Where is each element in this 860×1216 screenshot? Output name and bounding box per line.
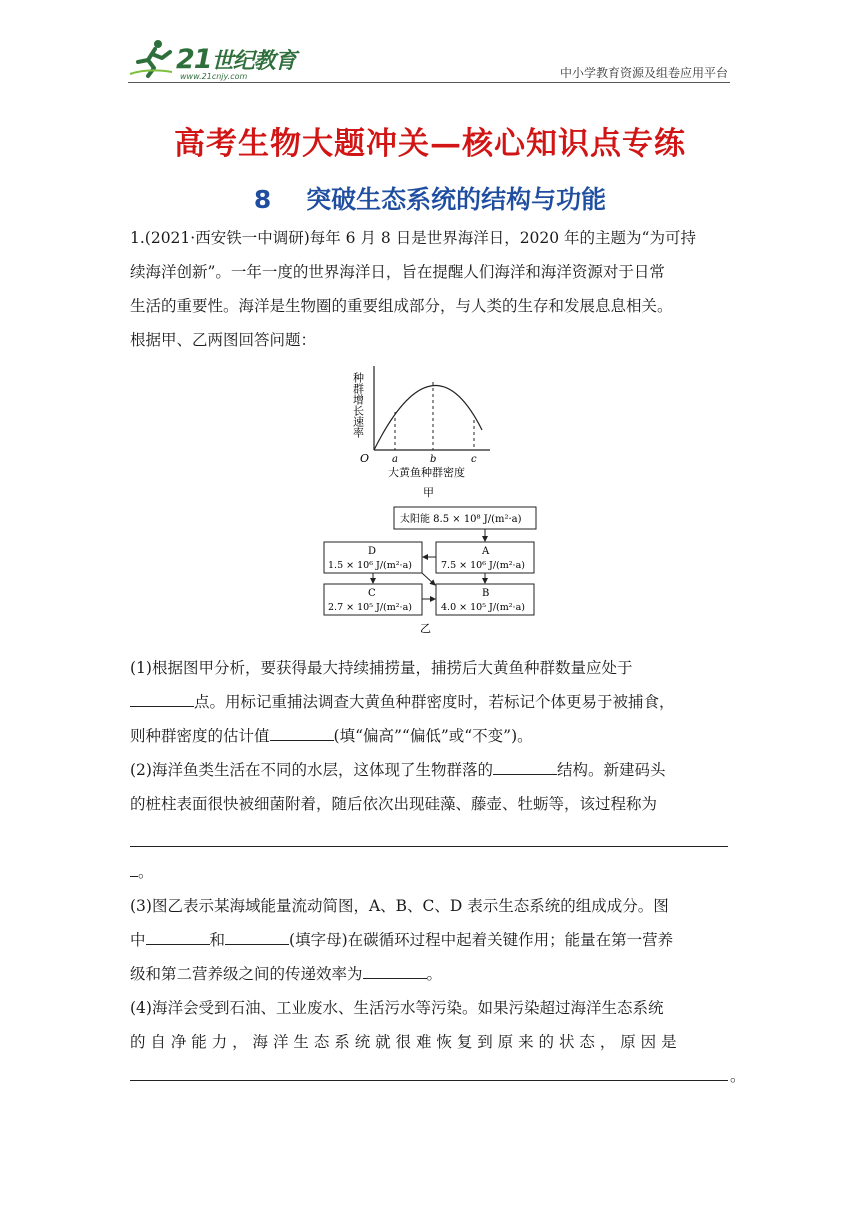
intro-line-4: 根据甲、乙两图回答问题： — [130, 331, 317, 349]
p2-line-2: 的桩柱表面很快被细菌附着，随后依次出现硅藻、藤壶、牡蛎等，该过程称为 — [130, 795, 658, 813]
section-number: 8 — [253, 185, 272, 214]
box-b-value: 4.0 × 10⁵ J/(m²·a) — [441, 602, 525, 613]
figure-yi — [320, 504, 540, 638]
box-c-value: 2.7 × 10⁵ J/(m²·a) — [328, 602, 412, 613]
intro-line-3: 生活的重要性。海洋是生物圈的重要组成部分，与人类的生存和发展息息相关。 — [130, 297, 673, 315]
main-title: 高考生物大题冲关—核心知识点专练 — [174, 126, 686, 162]
answer-blank-4[interactable] — [130, 846, 728, 847]
growth-curve — [374, 386, 482, 450]
section-title — [0, 180, 860, 216]
figure-jia — [340, 362, 520, 502]
box-a-label: A — [482, 546, 490, 557]
figure-jia-caption: 甲 — [423, 486, 434, 499]
p3-line-2: 中 和 (填字母)在碳循环过程中起着关键作用；能量在第一营养 — [130, 931, 674, 949]
platform-name: 中小学教育资源及组卷应用平台 — [559, 66, 728, 80]
p1-line-1: (1)根据图甲分析，要获得最大持续捕捞量，捕捞后大黄鱼种群数量应处于 — [130, 659, 633, 677]
p3-line-3: 级和第二营养级之间的传递效率为 。 — [130, 965, 443, 983]
box-d-value: 1.5 × 10⁶ J/(m²·a) — [328, 560, 412, 571]
answer-blank-1[interactable] — [130, 692, 194, 707]
tick-b: b — [430, 454, 437, 465]
answer-blank-5[interactable] — [146, 930, 210, 945]
p4-line-3-end: 。 — [730, 1067, 746, 1085]
answer-blank-4-tail[interactable] — [130, 862, 138, 877]
runner-logo-icon — [128, 38, 178, 80]
header-divider — [128, 82, 730, 83]
y-axis-label: 种群增长速率 — [351, 372, 365, 438]
p2-line-1: (2)海洋鱼类生活在不同的水层，这体现了生物群落的 结构。新建码头 — [130, 761, 666, 779]
answer-blank-2[interactable] — [270, 726, 334, 741]
intro-line-1: 1.(2021·西安铁一中调研)每年 6 月 8 日是世界海洋日，2020 年的主题为“为可持 — [130, 229, 696, 247]
p4-line-1: (4)海洋会受到石油、工业废水、生活污水等污染。如果污染超过海洋生态系统 — [130, 999, 664, 1017]
p3-line-1: (3)图乙表示某海域能量流动简图，A、B、C、D 表示生态系统的组成成分。图 — [130, 897, 669, 915]
answer-blank-7[interactable] — [363, 964, 427, 979]
sun-text: 太阳能 8.5 × 10⁸ J/(m²·a) — [400, 514, 522, 525]
arrow-d-b — [422, 573, 435, 585]
box-c-label: C — [368, 588, 376, 599]
answer-blank-8[interactable] — [130, 1080, 728, 1081]
logo-url: www.21cnjy.com — [180, 72, 248, 81]
answer-blank-6[interactable] — [225, 930, 289, 945]
p2-line-4: 。 — [130, 860, 154, 882]
tick-a: a — [392, 454, 398, 465]
box-b-label: B — [482, 588, 490, 599]
p1-line-2: 点。用标记重捕法调查大黄鱼种群密度时，若标记个体更易于被捕食， — [130, 690, 675, 712]
page-header — [0, 0, 860, 90]
box-a-value: 7.5 × 10⁶ J/(m²·a) — [441, 560, 525, 571]
box-d-label: D — [368, 546, 377, 557]
section-name: 突破生态系统的结构与功能 — [306, 185, 607, 214]
answer-blank-3[interactable] — [493, 760, 557, 775]
figure-yi-caption: 乙 — [420, 622, 431, 635]
origin-label: O — [360, 452, 370, 465]
p4-line-2: 的 自 净 能 力 ， 海 洋 生 态 系 统 就 很 难 恢 复 到 原 来 的 状 态 ， 原 因 是 — [130, 1033, 677, 1051]
logo-wordmark: 21世纪教育 — [176, 44, 296, 75]
intro-line-2: 续海洋创新”。一年一度的世界海洋日，旨在提醒人们海洋和海洋资源对于日常 — [130, 263, 665, 281]
p1-line-3: 则种群密度的估计值 (填“偏高”“偏低”或“不变”)。 — [130, 727, 533, 745]
tick-c: c — [471, 454, 477, 465]
x-axis-label: 大黄鱼种群密度 — [388, 466, 465, 479]
